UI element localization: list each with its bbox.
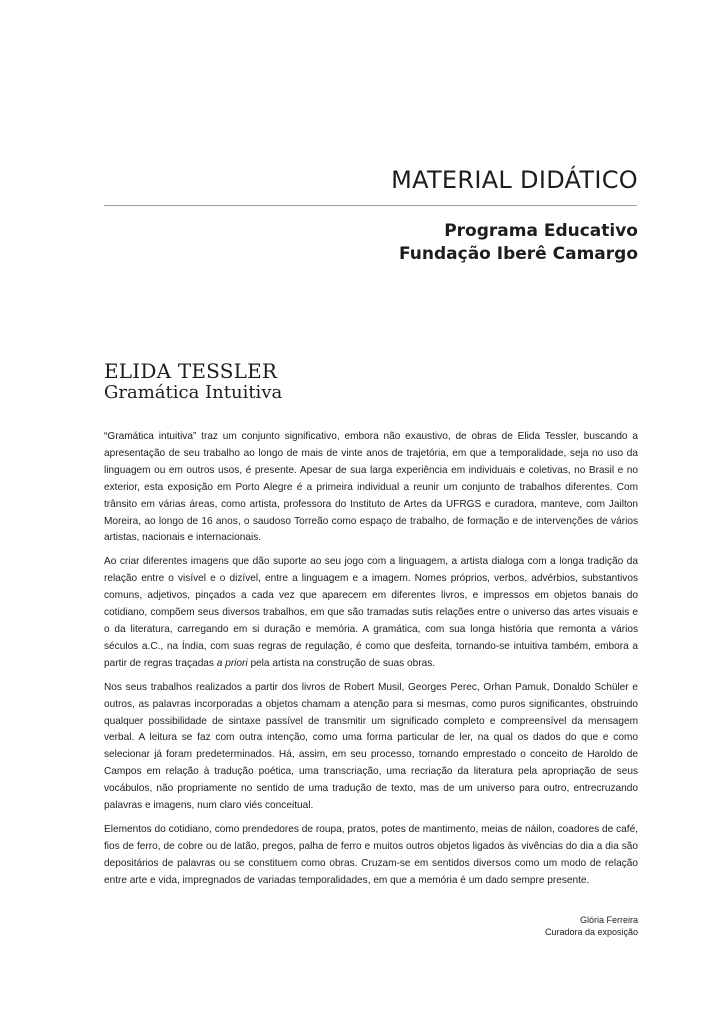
artist-name: ELIDA TESSLER — [104, 359, 278, 383]
foundation-name: Fundação Iberê Camargo — [399, 244, 638, 264]
paragraph-1: “Gramática intuitiva” traz um conjunto significativo, embora não exaustivo, de obras de Elida Tessler, buscando a apresentação de seu trabalho ao longo de mais de vinte anos de trajetória, em que a temporalidade, seja no uso da linguagem ou em outros usos, é presente. Apesar de sua larga experiência em individuais e coletivas, no Brasil e no exterior, esta exposição em Porto Alegre é a primeira individual a reunir um conjunto de trabalhos diferentes. Com trânsito em várias áreas, como artista, professora do Instituto de Artes da UFRGS e curadora, manteve, com Jailton Moreira, ao longo de 16 anos, o saudoso Torreão como espaço de trabalho, de formação e de intervenções de vários artistas, nacionais e internacionais. — [104, 431, 638, 544]
paragraph-2-emphasis: a priori — [216, 657, 248, 669]
exhibition-title: Gramática Intuitiva — [104, 382, 283, 403]
paragraph-2-text-before: Ao criar diferentes imagens que dão suporte ao seu jogo com a linguagem, a artista dialoga com a longa tradição da relação entre o visível e o dizível, entre a linguagem e a imagem. Nomes próprios, verbos, advérbios, substantivos comuns, adjetivos, pinçados a cada vez que aparecem em diferentes livros, e impressos em objetos banais do cotidiano, compõem seus diversos trabalhos, em que são tramadas sutis relações entre o universo das artes visuais e o da literatura, carregando em si duração e memória. A gramática, com sua longa história que remonta a vários séculos a.C., na Índia, com suas regras de regulação, é como que desfeita, tornando-se intuitiva também, embora a partir de regras traçadas — [104, 556, 638, 669]
author-role: Curadora da exposição — [544, 927, 638, 937]
document-title: MATERIAL DIDÁTICO — [391, 166, 638, 194]
paragraph-4: Elementos do cotidiano, como prendedores de roupa, pratos, potes de mantimento, meias de náilon, coadores de café, fios de ferro, de cobre ou de latão, pregos, palha de ferro e muitos outros objetos ligados às vivências do dia a dia são depositários de palavras ou se constituem como obras. Cruzam-se em sentidos diversos como um modo de relação entre arte e vida, impregnados de variadas temporalidades, em que a memória é um dado sempre presente. — [104, 823, 638, 886]
program-heading — [399, 220, 638, 266]
program-name: Programa Educativo — [444, 221, 638, 241]
title-divider — [104, 205, 637, 206]
author-name: Glória Ferreira — [579, 915, 638, 925]
paragraph-3: Nos seus trabalhos realizados a partir dos livros de Robert Musil, Georges Perec, Orhan Pamuk, Donaldo Schüler e outros, as palavras incorporadas a objetos chamam a atenção para si mesmas, como puros significantes, obstruindo qualquer possibilidade de sintaxe passível de transmitir um significado completo e compreensível da mensagem verbal. A leitura se faz com outra intenção, como uma forma particular de ler, na qual os dados do que e como selecionar já foram predeterminados. Há, assim, em seu processo, tornando emprestado o conceito de Haroldo de Campos em relação à tradução poética, uma transcriação, uma recriação da literatura pela apropriação de seus vocábulos, não propriamente no sentido de uma tradução de texto, mas de um universo para outro, entrecruzando palavras e imagens, num claro viés conceitual. — [104, 681, 638, 812]
paragraph-2 — [104, 554, 638, 672]
signature-block — [545, 914, 638, 938]
paragraph-2-text-after: pela artista na construção de suas obras. — [247, 657, 436, 669]
article-body — [104, 429, 638, 897]
